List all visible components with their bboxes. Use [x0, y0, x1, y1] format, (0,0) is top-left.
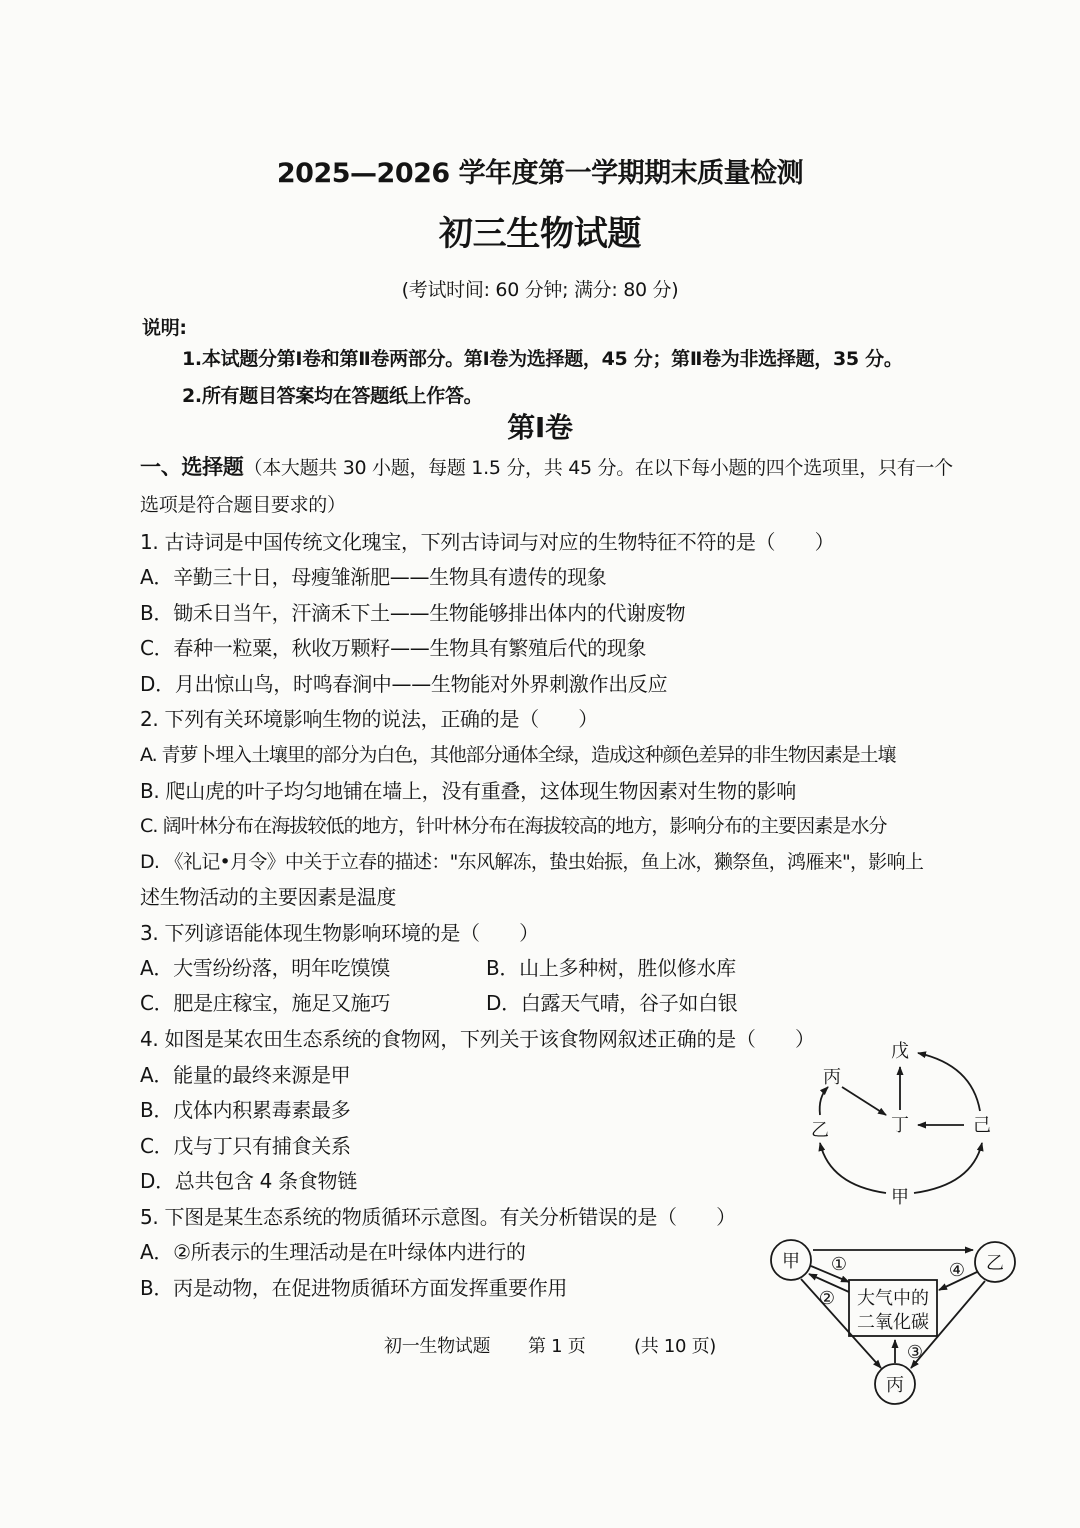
food-web-node-yi: 乙	[811, 1120, 829, 1141]
question-4-option-a: A．能量的最终来源是甲	[140, 1063, 351, 1087]
arrow-jia-to-yi	[820, 1143, 886, 1193]
question-4-option-b: B．戊体内积累毒素最多	[140, 1098, 351, 1122]
question-1-option-d: D．月出惊山鸟，时鸣春涧中——生物能对外界刺激作出反应	[140, 672, 668, 696]
food-web-node-ji: 己	[973, 1115, 991, 1136]
exam-year-title: 2025—2026 学年度第一学期期末质量检测	[276, 158, 804, 189]
question-1-option-b: B．锄禾日当午，汗滴禾下土——生物能够排出体内的代谢废物	[140, 601, 686, 625]
question-1-stem: 1. 古诗词是中国传统文化瑰宝，下列古诗词与对应的生物特征不符的是（ ）	[140, 530, 835, 554]
food-web-node-bing: 丙	[823, 1067, 841, 1088]
arrow-jia-to-ji	[914, 1143, 982, 1193]
question-2-option-d-cont: 述生物活动的主要因素是温度	[140, 885, 397, 909]
part-label: 一、选择题	[140, 455, 244, 479]
cycle-node-bing: 丙	[886, 1375, 904, 1396]
part-description: （本大题共 30 小题，每题 1.5 分，共 45 分。在以下每小题的四个选项里，只有一个	[243, 457, 953, 479]
co2-box-line2: 二氧化碳	[857, 1312, 929, 1333]
question-4-option-d: D．总共包含 4 条食物链	[140, 1169, 357, 1193]
arrow-ji-to-wu	[918, 1053, 980, 1111]
cycle-node-yi: 乙	[986, 1253, 1004, 1274]
cycle-label-1: ①	[830, 1254, 848, 1275]
question-2-option-c: C. 阔叶林分布在海拔较低的地方，针叶林分布在海拔较高的地方，影响分布的主要因素是水分	[140, 815, 887, 837]
question-3-option-b: B．山上多种树，胜似修水库	[486, 956, 736, 980]
question-3-stem: 3. 下列谚语能体现生物影响环境的是（ ）	[140, 921, 539, 945]
cycle-node-jia: 甲	[782, 1251, 800, 1272]
co2-box-line1: 大气中的	[857, 1288, 929, 1309]
exam-info: (考试时间: 60 分钟; 满分: 80 分)	[401, 279, 679, 301]
question-5-option-a: A．②所表示的生理活动是在叶绿体内进行的	[140, 1240, 526, 1264]
footer-page-number: 第 1 页	[528, 1336, 586, 1357]
instruction-item: 2.所有题目答案均在答题纸上作答。	[182, 385, 483, 407]
material-cycle-diagram	[765, 1230, 1025, 1420]
question-4-stem: 4. 如图是某农田生态系统的食物网，下列关于该食物网叙述正确的是（ ）	[140, 1027, 815, 1051]
instructions-label: 说明:	[142, 317, 187, 339]
food-web-node-wu: 戊	[891, 1041, 909, 1062]
question-1-option-c: C．春种一粒粟，秋收万颗籽——生物具有繁殖后代的现象	[140, 636, 647, 660]
footer-subject: 初一生物试题	[384, 1336, 491, 1357]
question-2-stem: 2. 下列有关环境影响生物的说法，正确的是（ ）	[140, 707, 598, 731]
cycle-label-4: ④	[948, 1260, 966, 1281]
instruction-item: 1.本试题分第Ⅰ卷和第Ⅱ卷两部分。第Ⅰ卷为选择题，45 分；第Ⅱ卷为非选择题，35 分。	[182, 348, 903, 370]
arrow-yi-to-bing	[820, 1087, 828, 1115]
question-3-option-a: A．大雪纷纷落，明年吃馍馍	[140, 956, 390, 980]
footer-total-pages: (共 10 页)	[634, 1336, 716, 1357]
question-5-option-b: B．丙是动物，在促进物质循环方面发挥重要作用	[140, 1276, 568, 1300]
food-web-node-ding: 丁	[891, 1115, 909, 1136]
food-web-diagram	[790, 1035, 1020, 1210]
volume-title: 第Ⅰ卷	[507, 411, 573, 444]
food-web-node-jia: 甲	[891, 1187, 909, 1208]
question-3-option-c: C．肥是庄稼宝，施足又施巧	[140, 991, 391, 1015]
cycle-label-2: ②	[818, 1288, 836, 1309]
cycle-label-3: ③	[906, 1342, 924, 1363]
part-description-cont: 选项是符合题目要求的）	[140, 494, 346, 516]
question-2-option-d: D. 《礼记•月令》中关于立春的描述："东风解冻，蛰虫始振，鱼上冰，獭祭鱼，鸿雁来"，影响上	[140, 851, 924, 873]
part-heading	[140, 455, 953, 480]
question-3-option-d: D．白露天气晴，谷子如白银	[486, 991, 738, 1015]
question-5-stem: 5. 下图是某生态系统的物质循环示意图。有关分析错误的是（ ）	[140, 1205, 736, 1229]
exam-subject-title: 初三生物试题	[438, 214, 642, 254]
question-4-option-c: C．戊与丁只有捕食关系	[140, 1134, 351, 1158]
question-2-option-a: A. 青萝卜埋入土壤里的部分为白色，其他部分通体全绿，造成这种颜色差异的非生物因素是土壤	[140, 744, 896, 766]
question-1-option-a: A．辛勤三十日，母瘦雏渐肥——生物具有遗传的现象	[140, 565, 607, 589]
question-2-option-b: B. 爬山虎的叶子均匀地铺在墙上，没有重叠，这体现生物因素对生物的影响	[140, 779, 796, 803]
arrow-bing-to-ding	[842, 1087, 886, 1115]
